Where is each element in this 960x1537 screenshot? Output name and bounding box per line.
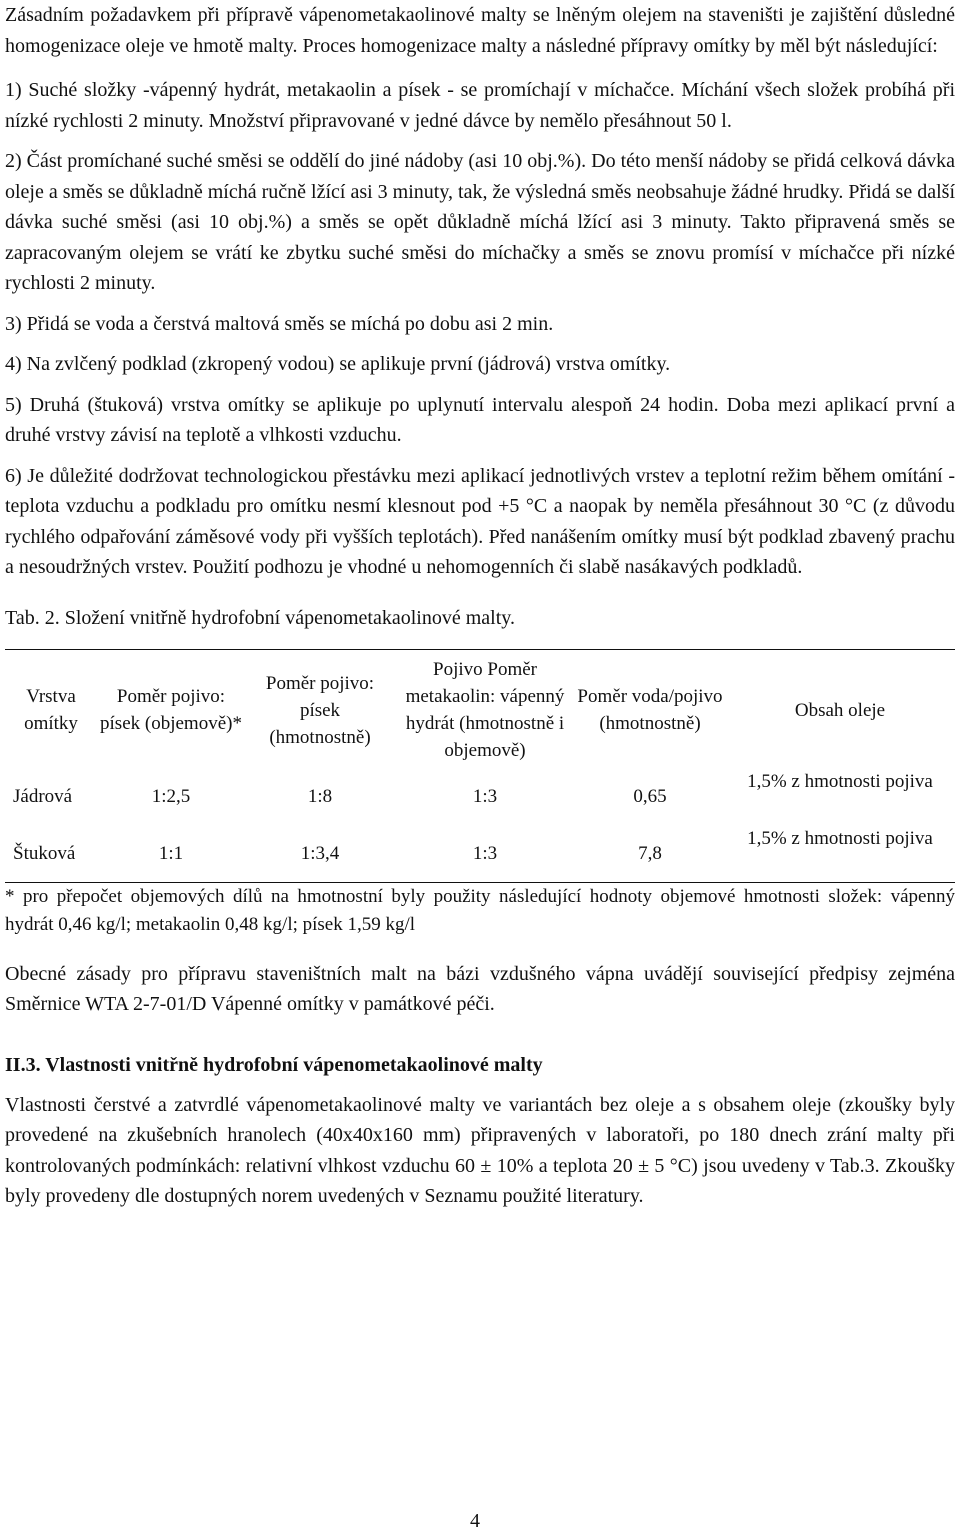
step-6-paragraph: 6) Je důležité dodržovat technologickou přestávku mezi aplikací jednotlivých vrstev a teplotní režim během omítání - teplota vzduchu a podkladu pro omítku nesmí klesnout pod +5 °C a naopak by neměla přesáhnout 30 °C (z důvodu rychlého odpařování záměsové vody při vyšších teplotách). Před nanášením omítky musí být podklad zbavený prachu a nesoudržných vrstev. Použití podhozu je vhodné u nehomogenních či slabě nasákavých podkladů. xyxy=(5,464,955,578)
step-3-paragraph: 3) Přidá se voda a čerstvá maltová směs se míchá po dobu asi 2 min. xyxy=(5,312,554,335)
cell-ratio-volume: 1:2,5 xyxy=(151,786,191,807)
section-heading: II.3. Vlastnosti vnitřně hydrofobní vápenometakaolinové malty xyxy=(5,1053,543,1076)
header-ratio-volume: Poměr pojivo: písek (objemově)* xyxy=(100,686,242,734)
cell-water-ratio: 7,8 xyxy=(575,825,725,882)
intro-paragraph: Zásadním požadavkem při přípravě vápenometakaolinové malty se lněným olejem na staveništi je zajištění důsledné homogenizace oleje ve hmotě malty. Proces homogenizace malty a následné přípravy omítky by měl být následující: xyxy=(5,4,955,57)
cell-binder-ratio: 1:3 xyxy=(472,786,498,807)
cell-binder-ratio: 1:3 xyxy=(395,825,575,882)
header-water-ratio: Poměr voda/pojivo (hmotnostně) xyxy=(577,686,723,734)
step-1-paragraph: 1) Suché složky -vápenný hydrát, metakaolin a písek - se promíchají v míchačce. Míchání všech složek probíhá při nízké rychlosti 2 minuty. Množství připravované v jedné dávce by nemělo přesáhnout 50 l. xyxy=(5,79,955,132)
cell-ratio-mass: 1:3,4 xyxy=(245,825,395,882)
header-binder-ratio: Pojivo Poměr metakaolin: vápenný hydrát (hmotnostně i objemově) xyxy=(405,659,565,761)
step-5-paragraph: 5) Druhá (štuková) vrstva omítky se aplikuje po uplynutí intervalu alespoň 24 hodin. Doba mezi aplikací první a druhé vrstvy závisí na teplotě a vlhkosti vzduchu. xyxy=(5,393,955,446)
table-row xyxy=(5,825,955,882)
cell-water-ratio: 0,65 xyxy=(633,786,667,807)
step-2-paragraph: 2) Část promíchané suché směsi se oddělí do jiné nádoby (asi 10 obj.%). Do této menší nádoby se přidá celková dávka oleje a směs se důkladně míchá ručně lžící asi 3 minuty, tak, že výsledná směs neobsahuje žádné hrudky. Přidá se další dávka suché směsi (asi 10 obj.%) a směs se opět důkladně míchá lžící asi 3 minuty. Takto připravená směs se zapracovaným olejem se vrátí ke zbytku suché směsi do míchačky a směs se znovu promísí v míchačce při nízké rychlosti 2 minuty. xyxy=(5,150,955,294)
table-footnote: * pro přepočet objemových dílů na hmotnostní byly použity následující hodnoty objemové hmotnosti složek: vápenný hydrát 0,46 kg/l; metakaolin 0,48 kg/l; písek 1,59 kg/l xyxy=(5,885,955,935)
cell-oil-content: 1,5% z hmotnosti pojiva xyxy=(747,771,933,792)
table-row xyxy=(5,768,955,825)
table-caption: Tab. 2. Složení vnitřně hydrofobní vápenometakaolinové malty. xyxy=(5,606,515,629)
header-layer: Vrstva omítky xyxy=(24,686,78,734)
cell-ratio-volume: 1:1 xyxy=(97,825,245,882)
header-ratio-mass: Poměr pojivo: písek (hmotnostně) xyxy=(265,672,375,748)
cell-layer: Jádrová xyxy=(13,786,73,807)
table-header-row xyxy=(5,650,955,769)
composition-table xyxy=(5,649,955,883)
section-body-paragraph: Vlastnosti čerstvé a zatvrdlé vápenometakaolinové malty ve variantách bez oleje a s obsahem oleje (zkoušky byly provedené na zkušebních hranolech (40x40x160 mm) připravených v laboratoři, po 180 dnech zrání malty při kontrolovaných podmínkách: relativní vlhkost vzduchu 60 ± 10% a teplota 20 ± 5 °C) jsou uvedeny v Tab.3. Zkoušky byly provedeny dle dostupných norem uvedených v Seznamu použité literatury. xyxy=(5,1093,955,1207)
document-page xyxy=(5,0,955,1212)
step-4-paragraph: 4) Na zvlčený podklad (zkropený vodou) se aplikuje první (jádrová) vrstva omítky. xyxy=(5,353,671,375)
general-paragraph: Obecné zásady pro přípravu staveništních malt na bázi vzdušného vápna uvádějí související předpisy zejména Směrnice WTA 2-7-01/D Vápenné omítky v památkové péči. xyxy=(5,962,955,1015)
page-number: 4 xyxy=(470,1510,480,1532)
cell-oil-content: 1,5% z hmotnosti pojiva xyxy=(725,825,955,882)
header-oil-content: Obsah oleje xyxy=(794,699,886,721)
cell-ratio-mass: 1:8 xyxy=(307,786,333,807)
cell-layer: Štuková xyxy=(5,825,97,882)
